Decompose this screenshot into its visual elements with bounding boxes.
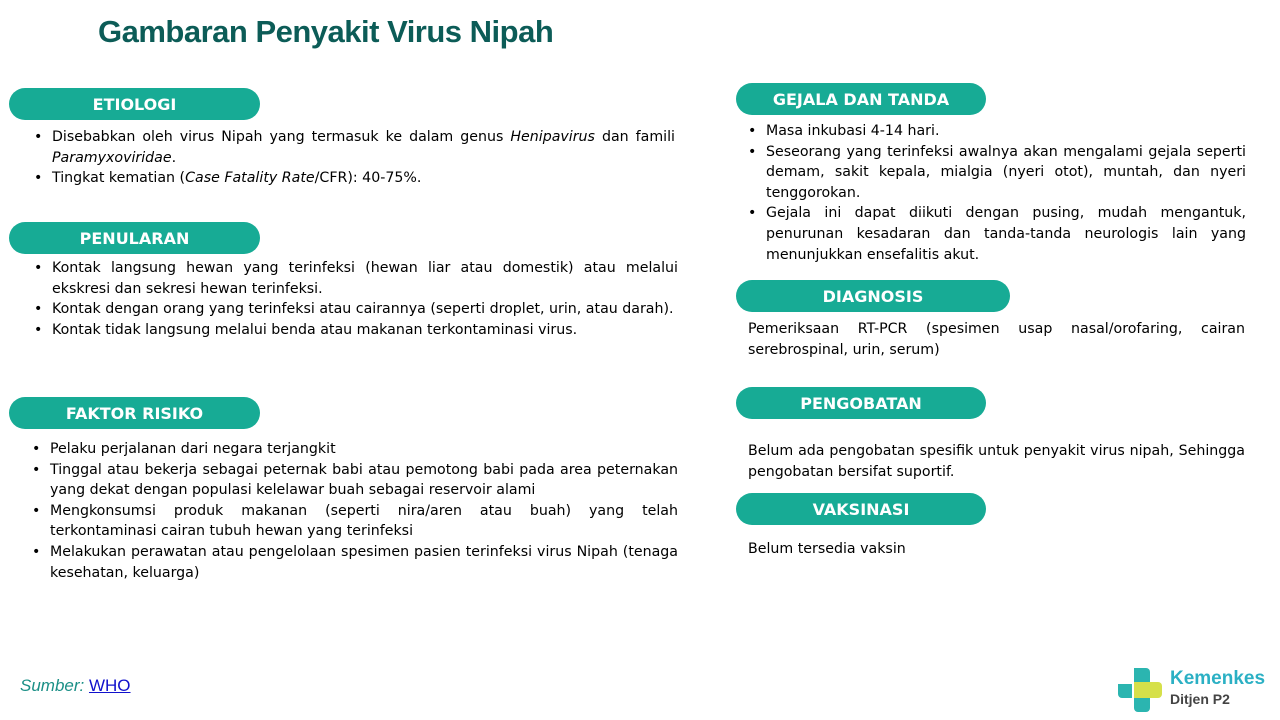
list-item: • Kontak tidak langsung melalui benda atau makanan terkontaminasi virus.: [32, 320, 678, 341]
list-item: • Seseorang yang terinfeksi awalnya akan mengalami gejala seperti demam, sakit kepala, mialgia (nyeri otot), muntah, dan nyeri tenggorokan.: [746, 142, 1246, 204]
vaksinasi-text: Belum tersedia vaksin: [748, 541, 906, 557]
list-item: • Gejala ini dapat diikuti dengan pusing, mudah mengantuk, penurunan kesadaran dan tanda-tanda neurologis lain yang menunjukkan ensefalitis akut.: [746, 203, 1246, 265]
logo-name: Kemenkes: [1170, 668, 1266, 689]
section-heading-gejala: GEJALA DAN TANDA: [736, 83, 986, 115]
list-item: • Disebabkan oleh virus Nipah yang termasuk ke dalam genus Henipavirus dan famili Paramyxoviridae.: [32, 127, 675, 168]
page-title: Gambaran Penyakit Virus Nipah: [98, 14, 554, 49]
diagnosis-text: Pemeriksaan RT-PCR (spesimen usap nasal/orofaring, cairan serebrospinal, urin, serum): [748, 321, 1245, 358]
list-item: • Tinggal atau bekerja sebagai peternak babi atau pemotong babi pada area peternakan yang dekat dengan populasi kelelawar buah sebagai reservoir alami: [30, 460, 678, 501]
kemenkes-logo-icon: [1116, 666, 1164, 714]
gejala-list: [746, 121, 1246, 265]
section-heading-faktor-risiko: FAKTOR RISIKO: [9, 397, 260, 429]
section-heading-penularan: PENULARAN: [9, 222, 260, 254]
section-heading-etiologi: ETIOLOGI: [9, 88, 260, 120]
list-item: • Melakukan perawatan atau pengelolaan spesimen pasien terinfeksi virus Nipah (tenaga kesehatan, keluarga): [30, 542, 678, 583]
source-label: Sumber:: [20, 676, 85, 695]
list-item: • Tingkat kematian (Case Fatality Rate/CFR): 40-75%.: [32, 168, 675, 189]
penularan-list: [32, 258, 678, 340]
faktor-risiko-list: [30, 439, 678, 583]
section-heading-vaksinasi: VAKSINASI: [736, 493, 986, 525]
list-item: • Kontak dengan orang yang terinfeksi atau cairannya (seperti droplet, urin, atau darah).: [32, 299, 678, 320]
source-link[interactable]: WHO: [88, 676, 131, 695]
list-item: • Kontak langsung hewan yang terinfeksi (hewan liar atau domestik) atau melalui ekskresi dan sekresi hewan terinfeksi.: [32, 258, 678, 299]
source-note: [20, 676, 131, 696]
pengobatan-text: Belum ada pengobatan spesifik untuk penyakit virus nipah, Sehingga pengobatan bersifat suportif.: [748, 443, 1245, 480]
list-item: • Pelaku perjalanan dari negara terjangkit: [30, 439, 678, 460]
section-heading-pengobatan: PENGOBATAN: [736, 387, 986, 419]
kemenkes-logo: [1116, 666, 1276, 714]
logo-sub: Ditjen P2: [1170, 691, 1230, 707]
list-item: • Mengkonsumsi produk makanan (seperti nira/aren atau buah) yang telah terkontaminasi cairan tubuh hewan yang terinfeksi: [30, 501, 678, 542]
etiologi-list: [32, 127, 675, 189]
list-item: • Masa inkubasi 4-14 hari.: [746, 121, 1246, 142]
section-heading-diagnosis: DIAGNOSIS: [736, 280, 1010, 312]
